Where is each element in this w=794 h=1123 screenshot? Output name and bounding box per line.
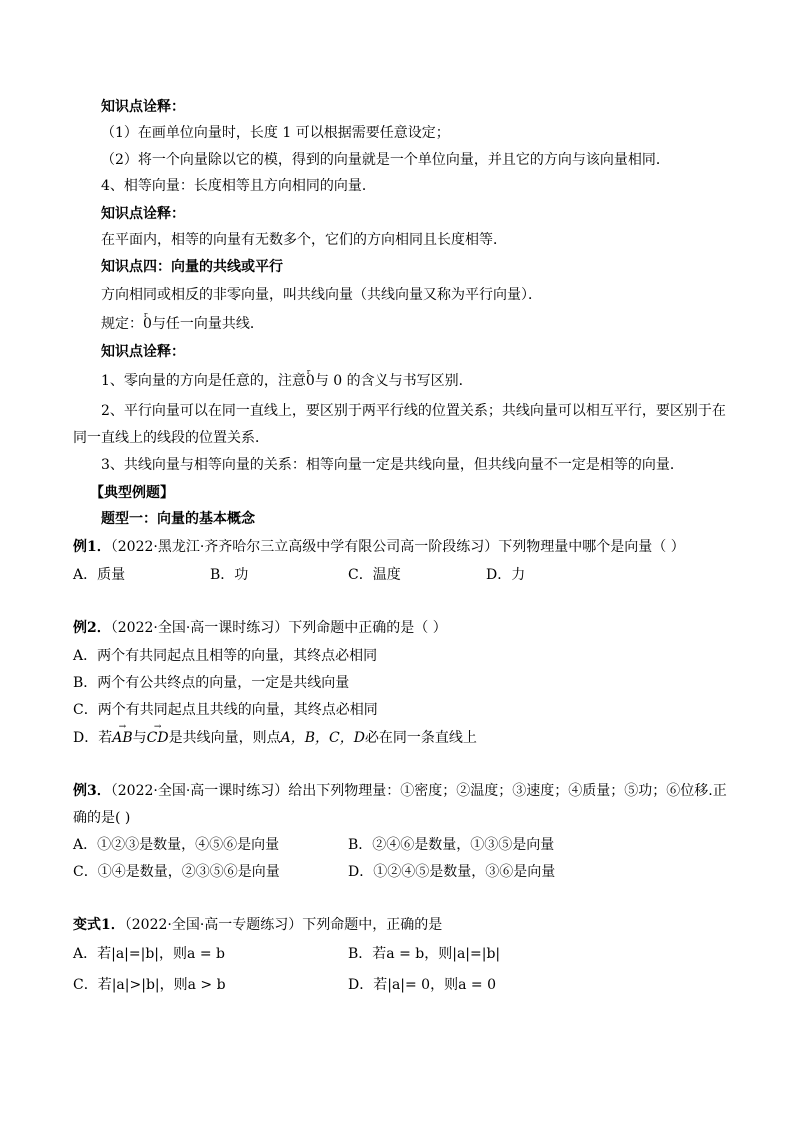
example-3-text: （2022·全国·高一课时练习）给出下列物理量：①密度；②温度；③速度；④质量；⑤功；⑥位移.正 (110, 783, 727, 799)
example-2-option-b: B．两个有公共终点的向量，一定是共线向量 (73, 675, 350, 691)
rule-line (101, 315, 264, 333)
note-item-1: （1）在画单位向量时，长度 1 可以根据需要任意设定； (101, 125, 450, 141)
variant-1-text: （2022·全国·高一专题练习）下列命题中，正确的是 (124, 917, 443, 933)
typical-examples-heading: 【典型例题】 (90, 485, 174, 501)
note-item-5: 3、共线向量与相等向量的关系：相等向量一定是共线向量，但共线向量不一定是相等的向量． (101, 457, 684, 473)
example-2-option-c: C．两个有共同起点且共线的向量，其终点必相同 (73, 702, 378, 718)
rule-suffix: 与任一向量共线． (151, 316, 264, 332)
example-1-option-b: B．功 (210, 567, 249, 583)
note-heading-2: 知识点诠释： (101, 206, 185, 222)
section-heading-4: 知识点四：向量的共线或平行 (101, 259, 283, 275)
option-d-points: A，B，C，D (280, 730, 365, 746)
option-d-prefix: D．若 (73, 730, 113, 746)
example-3-option-c: C．①④是数量，②③⑤⑥是向量 (73, 864, 280, 880)
example-2-stem (73, 619, 447, 637)
option-d-mid: 与 (132, 730, 147, 746)
equal-vector-def: 4、相等向量：长度相等且方向相同的向量． (101, 178, 376, 194)
example-2-option-d (73, 729, 477, 747)
example-3-stem-cont: 确的是( ) (73, 810, 131, 826)
example-1-option-a: A．质量 (73, 567, 126, 583)
option-d-end: 必在同一条直线上 (364, 730, 477, 746)
example-1-label: 例1． (73, 539, 111, 555)
example-1-option-d: D．力 (486, 567, 526, 583)
variant-1-option-d: D．若|a|= 0，则a = 0 (348, 977, 496, 993)
vector-ab: → AB (112, 729, 132, 747)
example-3-option-b: B．②④⑥是数量，①③⑤是向量 (348, 837, 555, 853)
note-heading-1: 知识点诠释： (101, 99, 185, 115)
example-2-text: （2022·全国·高一课时练习）下列命题中正确的是（ ） (110, 620, 447, 636)
note-text-1: 在平面内，相等的向量有无数多个，它们的方向相同且长度相等． (101, 232, 507, 248)
rule-prefix: 规定： (101, 316, 143, 332)
example-2-option-a: A．两个有共同起点且相等的向量，其终点必相同 (73, 648, 378, 664)
variant-1-label: 变式1． (73, 917, 125, 933)
question-type-heading: 题型一：向量的基本概念 (101, 511, 255, 527)
option-d-post: 是共线向量，则点 (168, 730, 281, 746)
zero-vector-symbol: r 0 (306, 372, 315, 390)
example-1-option-c: C．温度 (348, 567, 401, 583)
note-heading-3: 知识点诠释： (101, 344, 185, 360)
note-item-2: （2）将一个向量除以它的模，得到的向量就是一个单位向量，并且它的方向与该向量相同． (101, 152, 670, 168)
variant-1-stem (73, 916, 442, 934)
example-3-stem (73, 782, 727, 800)
collinear-def: 方向相同或相反的非零向量，叫共线向量（共线向量又称为平行向量）． (101, 287, 542, 303)
vector-cd: → CD (147, 729, 169, 747)
example-1-stem (73, 538, 685, 556)
note-item-3-post: 与 0 的含义与书写区别． (314, 373, 473, 389)
note-item-3-pre: 1、零向量的方向是任意的，注意 (101, 373, 306, 389)
variant-1-option-b: B．若a = b，则|a|=|b| (348, 946, 501, 962)
variant-1-option-a: A．若|a|=|b|，则a = b (73, 946, 225, 962)
example-2-label: 例2． (73, 620, 111, 636)
example-3-option-a: A．①②③是数量，④⑤⑥是向量 (73, 837, 280, 853)
note-item-4a: 2、平行向量可以在同一直线上，要区别于两平行线的位置关系；共线向量可以相互平行，要区别于在 (101, 403, 726, 419)
variant-1-option-c: C．若|a|>|b|，则a > b (73, 977, 226, 993)
note-item-3 (101, 372, 473, 390)
example-3-option-d: D．①②④⑤是数量，③⑥是向量 (348, 864, 556, 880)
example-3-label: 例3． (73, 783, 111, 799)
example-1-text: （2022·黑龙江·齐齐哈尔三立高级中学有限公司高一阶段练习）下列物理量中哪个是向量（ ） (110, 539, 685, 555)
note-item-4b: 同一直线上的线段的位置关系． (73, 430, 269, 446)
zero-vector-symbol: r 0 (143, 315, 152, 333)
